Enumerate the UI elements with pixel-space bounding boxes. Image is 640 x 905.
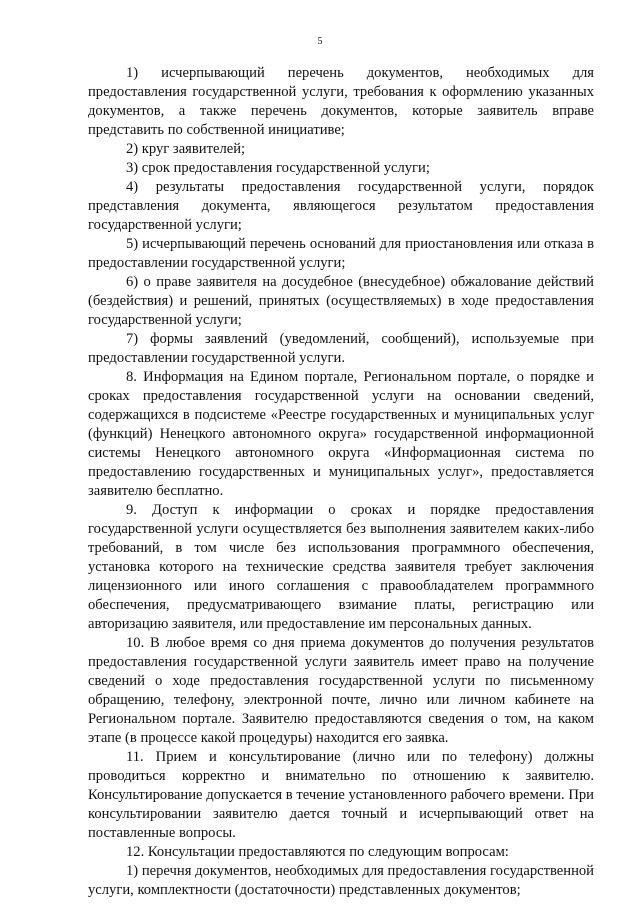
document-body [88,64,594,900]
paragraph: 4) результаты предоставления государственной услуги, порядок представления документа, являющегося результатом предоставления государственной услуги; [88,179,594,233]
paragraph: 11. Прием и консультирование (лично или по телефону) должны проводиться корректно и внимательно по отношению к заявителю. Консультирование допускается в течение установленного рабочего времени. При консультировании заявителю дается точный и исчерпывающий ответ на поставленные вопросы. [88,749,594,841]
paragraph: 1) перечня документов, необходимых для предоставления государственной услуги, комплектности (достаточности) представленных документов; [88,863,594,898]
paragraph: 9. Доступ к информации о сроках и порядке предоставления государственной услуги осуществляется без выполнения заявителем каких-либо требований, в том числе без использования программного обеспечения, установка которого на технические средства заявителя требует заключения лицензионного или иного соглашения с правообладателем программного обеспечения, предусматривающего взимание платы, регистрацию или авторизацию заявителя, или предоставление им персональных данных. [88,502,594,632]
paragraph: 10. В любое время со дня приема документов до получения результатов предоставления государственной услуги заявитель имеет право на получение сведений о ходе предоставления государственной услуги по письменному обращению, телефону, электронной почте, лично или личном кабинете на Региональном портале. Заявителю предоставляются сведения о том, на каком этапе (в процессе какой процедуры) находится его заявка. [88,635,594,746]
paragraph: 8. Информация на Едином портале, Региональном портале, о порядке и сроках предоставления государственной услуги на основании сведений, содержащихся в подсистеме «Реестре государственных и муниципальных услуг (функций) Ненецкого автономного округа» государственной информационной системы Ненецкого автономного округа «Информационная система по предоставлению государственных и муниципальных услуг», предоставляется заявителю бесплатно. [88,369,594,499]
paragraph: 1) исчерпывающий перечень документов, необходимых для предоставления государственной услуги, требования к оформлению указанных документов, а также перечень документов, которые заявитель вправе представить по собственной инициативе; [88,65,594,138]
page-number: 5 [317,36,323,47]
paragraph: 12. Консультации предоставляются по следующим вопросам: [126,844,509,860]
paragraph: 6) о праве заявителя на досудебное (внесудебное) обжалование действий (бездействия) и решений, принятых (осуществляемых) в ходе предоставления государственной услуги; [88,274,594,328]
paragraph: 3) срок предоставления государственной услуги; [126,160,430,176]
paragraph: 2) круг заявителей; [126,141,246,157]
paragraph: 7) формы заявлений (уведомлений, сообщений), используемые при предоставлении государственной услуги. [88,331,594,366]
paragraph: 5) исчерпывающий перечень оснований для приостановления или отказа в предоставлении государственной услуги; [88,236,594,271]
